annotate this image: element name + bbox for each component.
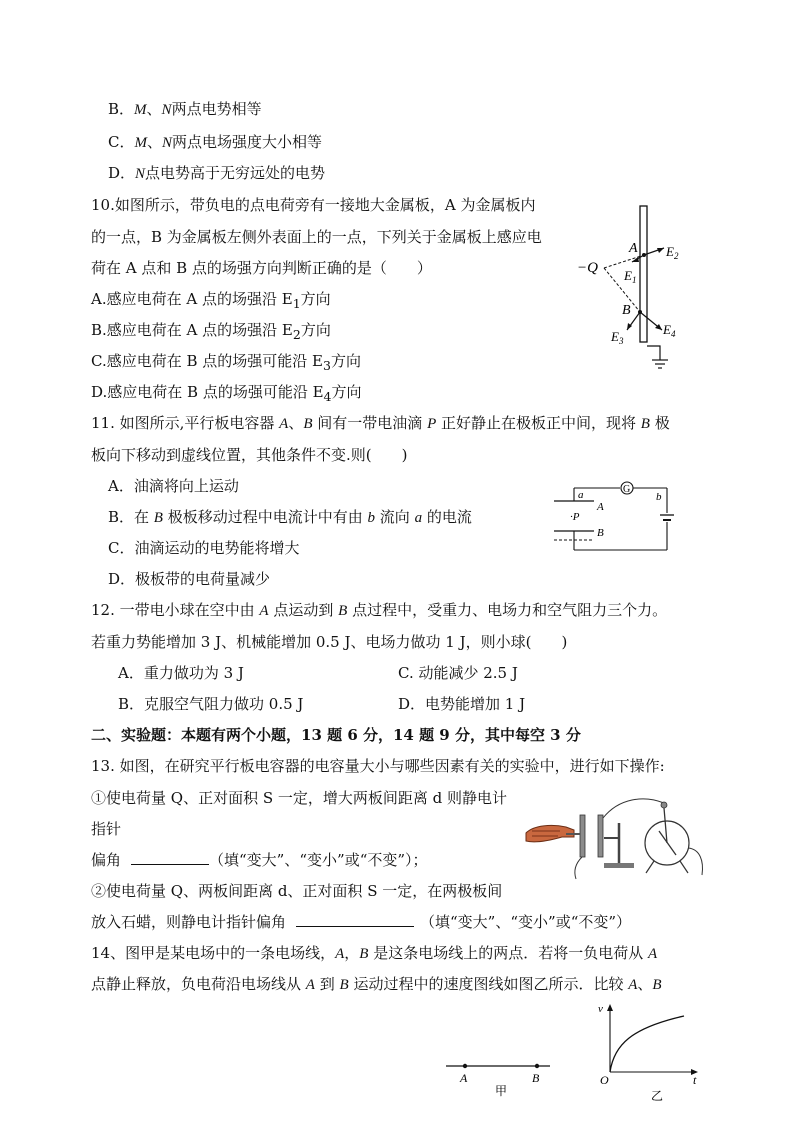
q10-option-d: D.感应电荷在 B 点的场强可能沿 $E_4$方向 xyxy=(91,383,362,404)
q12-stem-line-1: 12. 一带电小球在空中由 A 点运动到 B 点过程中，受重力、电场力和空气阻力三个力。 xyxy=(91,601,668,619)
q10-option-c: C.感应电荷在 B 点的场强可能沿 $E_3$方向 xyxy=(91,352,361,373)
q13-stem-line-2: ①使电荷量 Q、正对面积 S 一定，增大两板间距离 d 则静电计 xyxy=(91,789,508,807)
q13-stem-line-6: 放入石蜡，则静电计指针偏角 （填“变大”、“变小”或“不变”） xyxy=(91,913,632,931)
label-e2: $E_2$ xyxy=(666,244,679,261)
q14-figure-yi xyxy=(596,1000,706,1110)
q11-stem-line-1: 11. 如图所示,平行板电容器 A、B 间有一带电油滴 P 正好静止在极板正中间，现将 B 极 xyxy=(91,414,670,432)
right-plate xyxy=(598,815,603,857)
q14-stem-line-2: 点静止释放，负电荷沿电场线从 A 到 B 运动过程中的速度图线如图乙所示．比较 A、B xyxy=(91,975,662,993)
q14-stem-line-1: 14、图甲是某电场中的一条电场线，A，B 是这条电场线上的两点．若将一负电荷从 A xyxy=(91,944,658,962)
q12-option-a: A．重力做功为 3 J xyxy=(118,664,244,682)
q10-figure xyxy=(572,200,692,385)
label-e1: $E_1$ xyxy=(624,268,637,285)
point-a xyxy=(642,253,646,257)
galvanometer-label: G xyxy=(623,484,631,495)
v-axis-arrow xyxy=(607,1004,613,1011)
q10-stem-line-2: 的一点，B 为金属板左侧外表面上的一点，下列关于金属板上感应电 xyxy=(91,228,542,246)
point-b xyxy=(638,310,642,314)
connecting-wire xyxy=(603,799,664,818)
q13-stem-line-3: 指针 xyxy=(91,820,122,838)
charge-label: −Q xyxy=(577,260,598,276)
arrow-e2-head xyxy=(657,248,664,253)
t-axis-label: t xyxy=(693,1073,697,1087)
q11-option-b: B．在 B 极板移动过程中电流计中有由 b 流向 a 的电流 xyxy=(108,508,472,526)
label-droplet-p: ·P xyxy=(570,511,580,523)
label-plate-a: A xyxy=(597,501,604,513)
label-plate-b: B xyxy=(597,527,604,539)
q13-stem-line-1: 13. 如图，在研究平行板电容器的电容量大小与哪些因素有关的实验中，进行如下操作: xyxy=(91,757,665,775)
q14-figure-jia xyxy=(440,1050,560,1100)
origin-label: O xyxy=(600,1073,609,1087)
q13-stem-line-4: 偏角 （填“变大”、“变小”或“不变”）； xyxy=(91,851,428,869)
q11-option-d: D．极板带的电荷量减少 xyxy=(108,570,271,588)
field-label-a: A xyxy=(460,1071,468,1085)
q13-figure xyxy=(524,793,714,883)
q11-stem-line-2: 板向下移动到虚线位置，其他条件不变.则( ) xyxy=(91,446,408,464)
left-plate xyxy=(580,815,585,857)
q10-option-a: A.感应电荷在 A 点的场强沿 $E_1$方向 xyxy=(91,290,331,311)
section-heading-experiments: 二、实验题：本题有两个小题，13 题 6 分，14 题 9 分，其中每空 3 分 xyxy=(91,726,581,744)
field-label-b: B xyxy=(532,1071,540,1085)
arrow-e1-head xyxy=(632,257,639,262)
q12-stem-line-2: 若重力势能增加 3 J、机械能增加 0.5 J、电场力做功 1 J，则小球( ) xyxy=(91,633,568,651)
velocity-curve xyxy=(610,1016,684,1072)
ground-wire xyxy=(647,346,660,360)
ground-wire-right xyxy=(688,848,702,875)
label-b: B xyxy=(622,303,631,318)
q12-option-b: B．克服空气阻力做功 0.5 J xyxy=(118,695,304,713)
label-a: A xyxy=(629,241,638,256)
q12-option-c: C. 动能减少 2.5 J xyxy=(398,664,518,682)
electroscope-knob xyxy=(661,802,667,808)
q9-option-d: D．N点电势高于无穷远处的电势 xyxy=(108,164,326,182)
electroscope-leg-left xyxy=(646,861,654,873)
q13-stem-line-5: ②使电荷量 Q、两板间距离 d、正对面积 S 一定，在两极板间 xyxy=(91,882,503,900)
q9-option-c: C．M、N两点电场强度大小相等 xyxy=(108,133,323,151)
q12-option-d: D．电势能增加 1 J xyxy=(398,695,526,713)
v-axis-label: v xyxy=(598,1003,603,1015)
electroscope-leg-right xyxy=(680,861,688,873)
answer-blank-1[interactable] xyxy=(131,850,209,865)
q9-option-b: B．M、N两点电势相等 xyxy=(108,100,262,118)
field-point-b xyxy=(535,1064,539,1068)
label-e4: $E_4$ xyxy=(663,322,676,339)
q10-option-b: B.感应电荷在 A 点的场强沿 $E_2$方向 xyxy=(91,321,331,342)
ground-wire-left xyxy=(575,857,582,879)
label-a-small: a xyxy=(578,489,584,501)
figure-caption-yi: 乙 xyxy=(651,1089,664,1103)
q10-stem-line-3: 荷在 A 点和 B 点的场强方向判断正确的是（ ） xyxy=(91,259,432,277)
stand-base xyxy=(604,863,634,868)
answer-blank-2[interactable] xyxy=(296,912,414,927)
q10-stem-line-1: 10.如图所示，带负电的点电荷旁有一接地大金属板，A 为金属板内 xyxy=(91,196,536,214)
q11-figure xyxy=(552,478,677,558)
electroscope-needle xyxy=(659,831,676,855)
field-point-a xyxy=(463,1064,467,1068)
metal-plate xyxy=(640,206,647,342)
q11-option-c: C．油滴运动的电势能将增大 xyxy=(108,539,300,557)
label-b-small: b xyxy=(656,491,662,503)
q11-option-a: A．油滴将向上运动 xyxy=(108,477,239,495)
figure-caption-jia: 甲 xyxy=(495,1084,508,1098)
label-e3: $E_3$ xyxy=(611,329,624,346)
